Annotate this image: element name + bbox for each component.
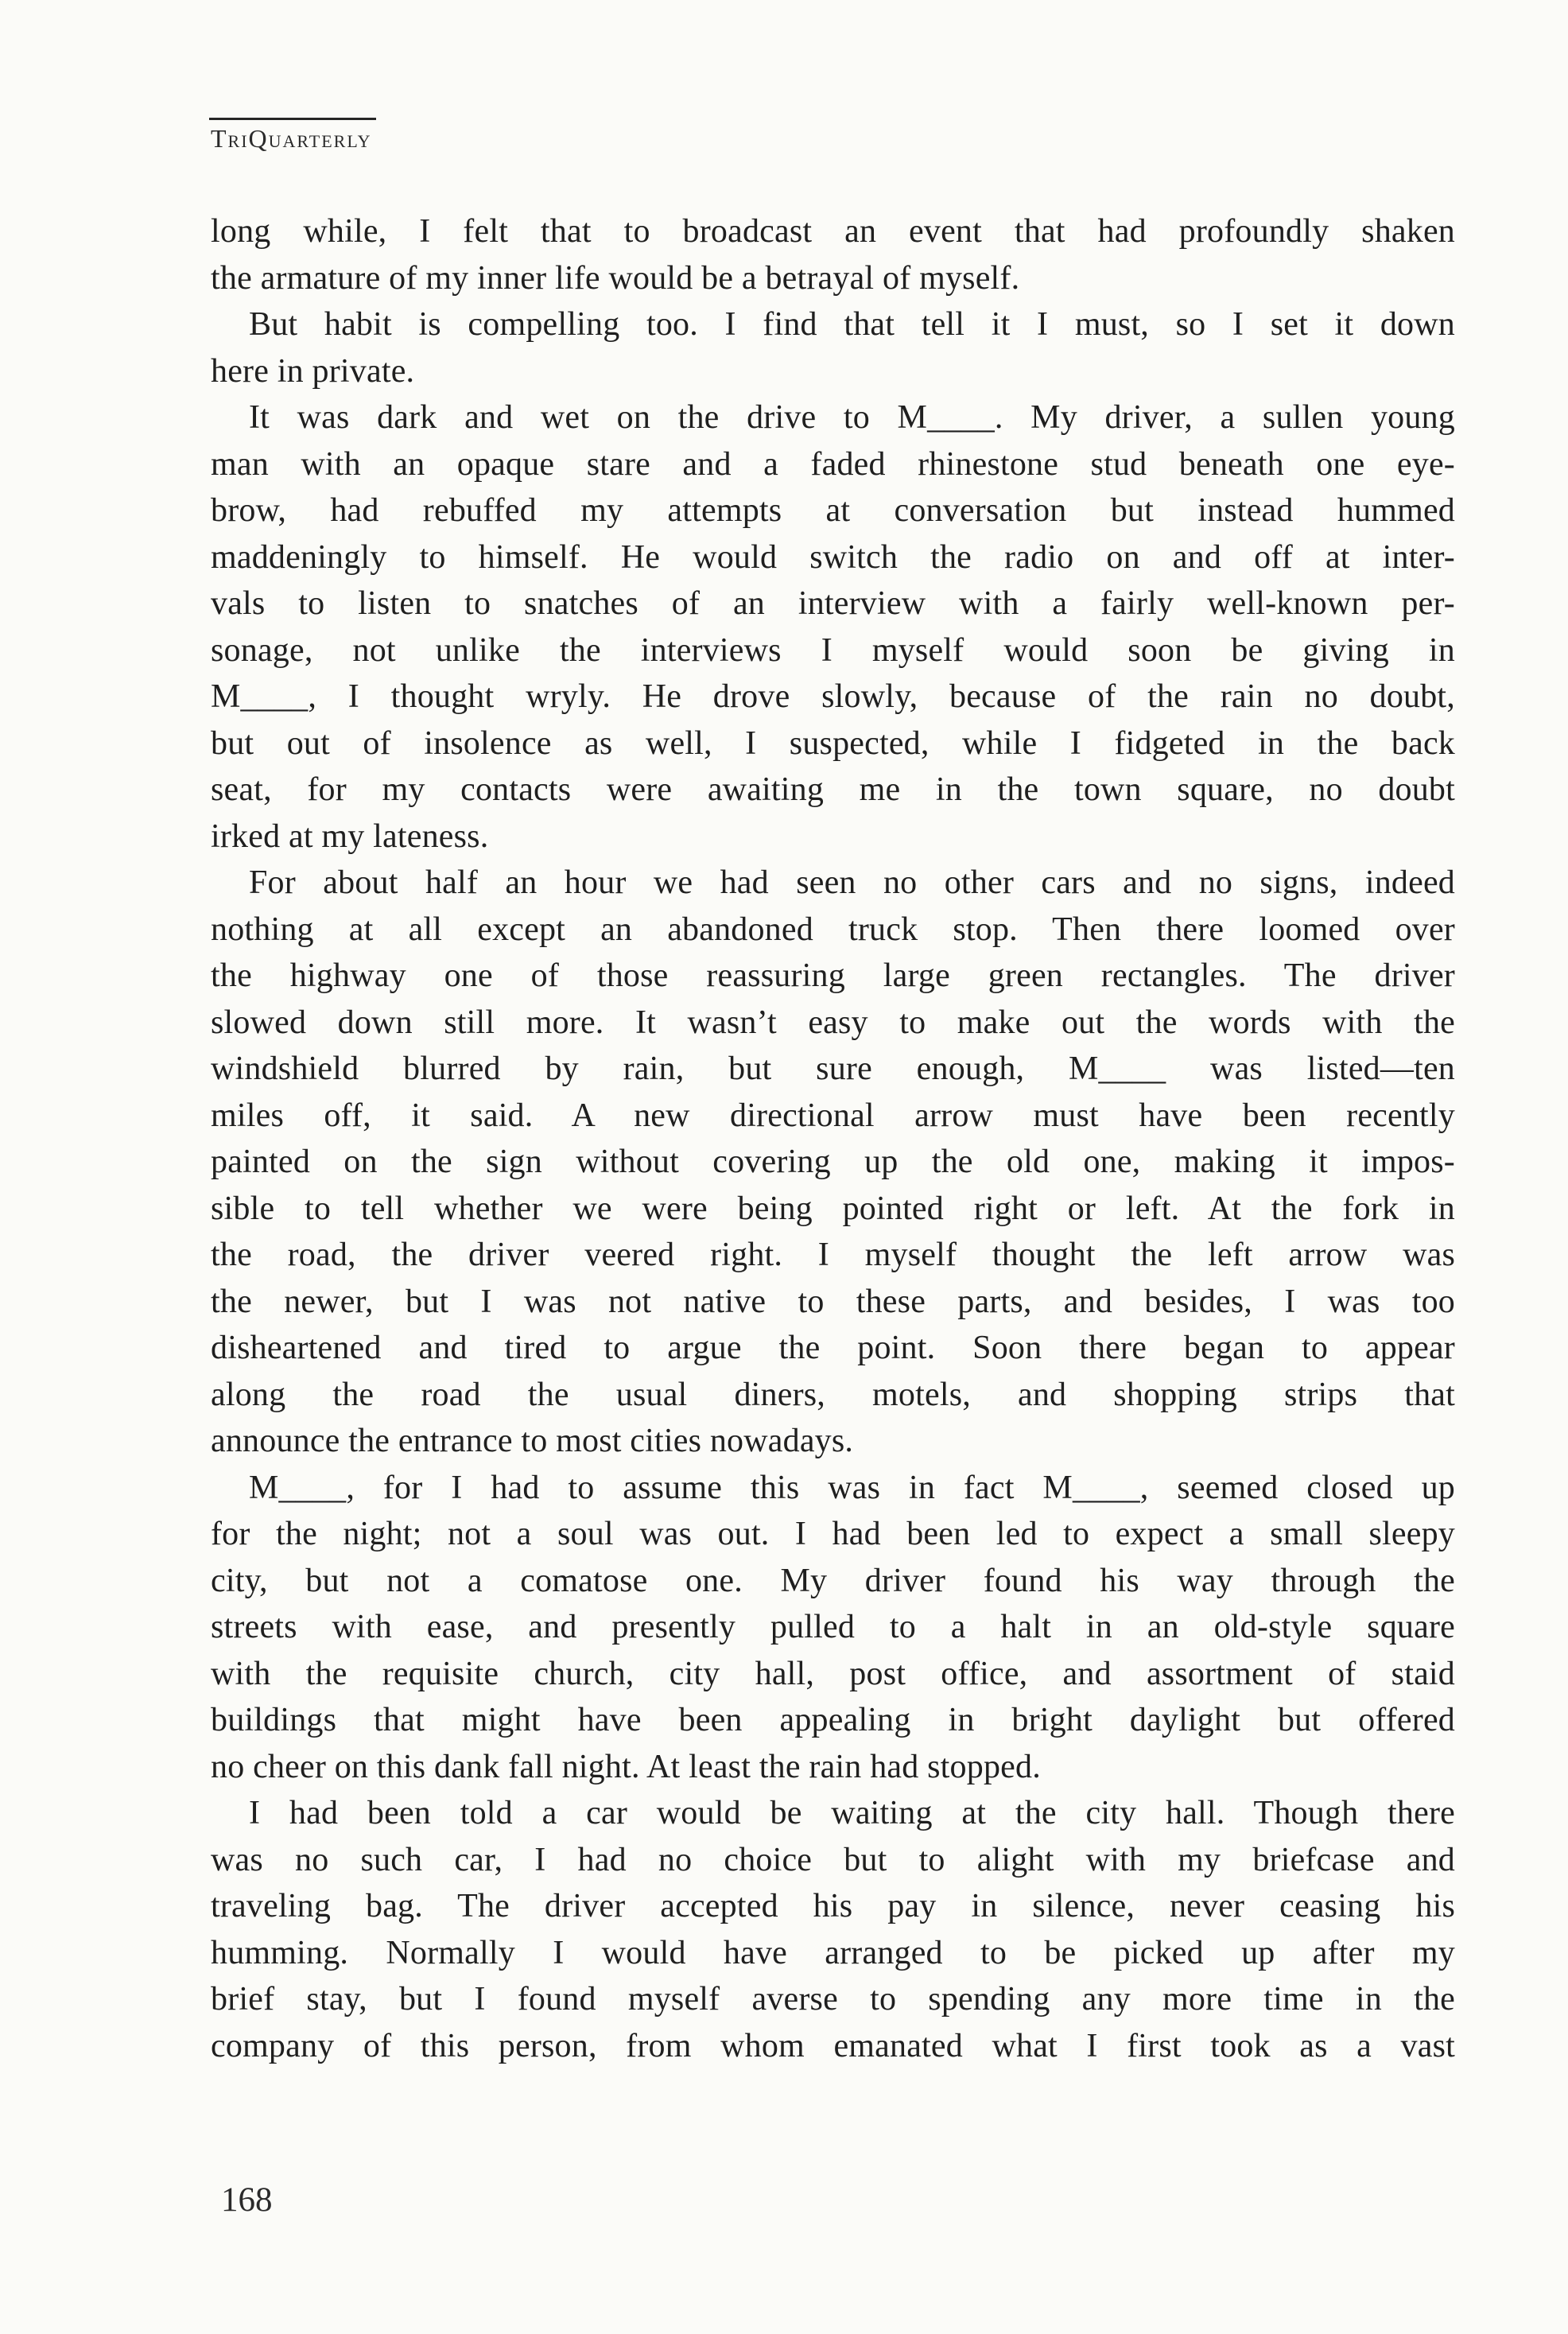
text-line: windshield blurred by rain, but sure enough, M____ was listed—ten xyxy=(211,1050,1455,1087)
text-line: with the requisite church, city hall, post office, and assortment of staid xyxy=(211,1655,1455,1692)
text-line: sible to tell whether we were being pointed right or left. At the fork in xyxy=(211,1190,1455,1227)
text-line: disheartened and tired to argue the point. Soon there began to appear xyxy=(211,1330,1455,1366)
text-line: buildings that might have been appealing in bright daylight but offered xyxy=(211,1702,1455,1738)
text-line: M____, for I had to assume this was in fact M____, seemed closed up xyxy=(249,1469,1455,1506)
text-line: nothing at all except an abandoned truck stop. Then there loomed over xyxy=(211,911,1455,948)
text-line: miles off, it said. A new directional arrow must have been recently xyxy=(211,1097,1455,1134)
text-line: M____, I thought wryly. He drove slowly, because of the rain no doubt, xyxy=(211,678,1455,715)
text-line: brief stay, but I found myself averse to spending any more time in the xyxy=(211,1981,1455,2017)
text-line: for the night; not a soul was out. I had been led to expect a small sleepy xyxy=(211,1516,1455,1552)
text-line: brow, had rebuffed my attempts at conversation but instead hummed xyxy=(211,492,1455,529)
magazine-title: TriQuarterly xyxy=(211,124,372,153)
text-line: long while, I felt that to broadcast an event that had profoundly shaken xyxy=(211,213,1455,250)
text-line: seat, for my contacts were awaiting me in the town square, no doubt xyxy=(211,771,1455,808)
body-text xyxy=(211,208,1455,2069)
text-line: humming. Normally I would have arranged to be picked up after my xyxy=(211,1934,1455,1971)
text-line: man with an opaque stare and a faded rhinestone stud beneath one eye- xyxy=(211,445,1455,483)
text-line: but out of insolence as well, I suspected, while I fidgeted in the back xyxy=(211,724,1455,762)
running-head xyxy=(209,118,376,153)
text-line: along the road the usual diners, motels, and shopping strips that xyxy=(211,1376,1455,1413)
text-line: But habit is compelling too. I find that tell it I must, so I set it down xyxy=(249,306,1455,343)
text-line: was no such car, I had no choice but to alight with my briefcase and xyxy=(211,1841,1455,1878)
text-line: announce the entrance to most cities nowadays. xyxy=(211,1423,854,1459)
page-number: 168 xyxy=(221,2181,273,2219)
text-line: For about half an hour we had seen no other cars and no signs, indeed xyxy=(249,864,1455,901)
text-line: vals to listen to snatches of an interview with a fairly well-known per- xyxy=(211,585,1455,622)
text-line: the armature of my inner life would be a betrayal of myself. xyxy=(211,259,1020,297)
text-line: I had been told a car would be waiting at the city hall. Though there xyxy=(249,1795,1455,1831)
text-line: city, but not a comatose one. My driver found his way through the xyxy=(211,1562,1455,1599)
text-line: company of this person, from whom emanated what I first took as a vast xyxy=(211,2027,1455,2064)
text-line: It was dark and wet on the drive to M____. My driver, a sullen young xyxy=(249,399,1455,436)
text-line: slowed down still more. It wasn’t easy to make out the words with the xyxy=(211,1004,1455,1041)
text-line: sonage, not unlike the interviews I myself would soon be giving in xyxy=(211,631,1455,669)
text-line: the highway one of those reassuring large green rectangles. The driver xyxy=(211,957,1455,994)
text-line: traveling bag. The driver accepted his pay in silence, never ceasing his xyxy=(211,1888,1455,1924)
text-line: here in private. xyxy=(211,352,415,390)
text-line: the newer, but I was not native to these parts, and besides, I was too xyxy=(211,1283,1455,1320)
text-line: irked at my lateness. xyxy=(211,817,489,855)
text-line: painted on the sign without covering up the old one, making it impos- xyxy=(211,1144,1455,1180)
text-line: maddeningly to himself. He would switch the radio on and off at inter- xyxy=(211,538,1455,576)
text-line: the road, the driver veered right. I myself thought the left arrow was xyxy=(211,1237,1455,1273)
text-line: streets with ease, and presently pulled to a halt in an old-style square xyxy=(211,1609,1455,1645)
text-line: no cheer on this dank fall night. At least the rain had stopped. xyxy=(211,1748,1041,1785)
